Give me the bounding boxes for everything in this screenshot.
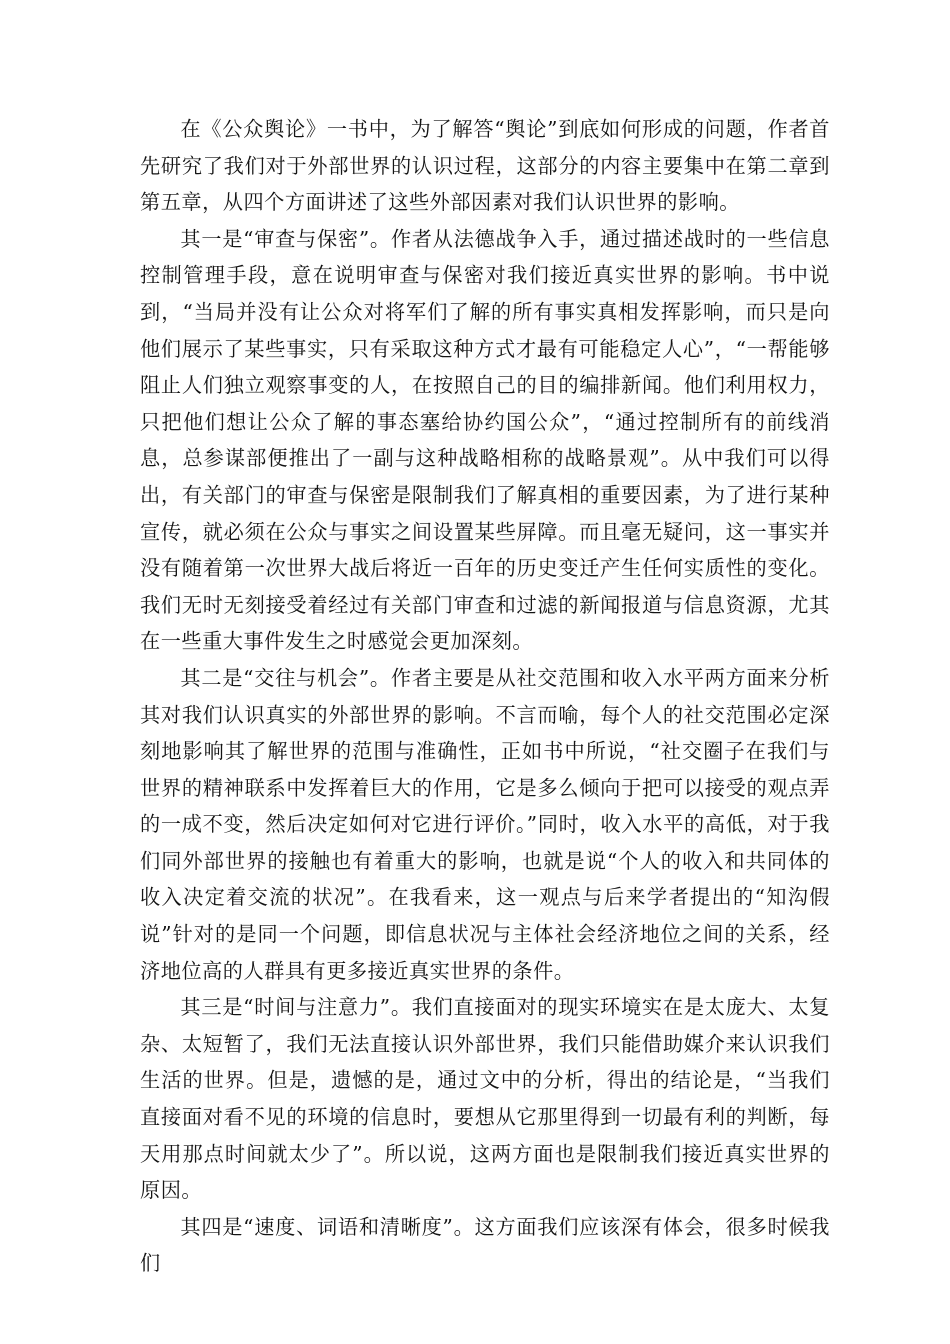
paragraph-censorship: 其一是“审查与保密”。作者从法德战争入手，通过描述战时的一些信息控制管理手段，意在说明审查与保密对我们接近真实世界的影响。书中说到，“当局并没有让公众对将军们了解的所有事实真相发挥影响，而只是向他们展示了某些事实，只有采取这种方式才最有可能稳定人心”，“一帮能够阻止人们独立观察事变的人，在按照自己的目的编排新闻。他们利用权力，只把他们想让公众了解的事态塞给协约国公众”，“通过控制所有的前线消息，总参谋部便推出了一副与这种战略相称的战略景观”。从中我们可以得出，有关部门的审查与保密是限制我们了解真相的重要因素，为了进行某种宣传，就必须在公众与事实之间设置某些屏障。而且毫无疑问，这一事实并没有随着第一次世界大战后将近一百年的历史变迁产生任何实质性的变化。我们无时无刻接受着经过有关部门审查和过滤的新闻报道与信息资源，尤其在一些重大事件发生之时感觉会更加深刻。 bbox=[140, 226, 830, 654]
document-body bbox=[140, 111, 830, 1282]
paragraph-time-attention: 其三是“时间与注意力”。我们直接面对的现实环境实在是太庞大、太复杂、太短暂了，我们无法直接认识外部世界，我们只能借助媒介来认识我们生活的世界。但是，遗憾的是，通过文中的分析，得出的结论是，“当我们直接面对看不见的环境的信息时，要想从它那里得到一切最有利的判断，每天用那点时间就太少了”。所以说，这两方面也是限制我们接近真实世界的原因。 bbox=[140, 995, 830, 1203]
paragraph-speed-words: 其四是“速度、词语和清晰度”。这方面我们应该深有体会，很多时候我们 bbox=[140, 1214, 830, 1276]
paragraph-contact: 其二是“交往与机会”。作者主要是从社交范围和收入水平两方面来分析其对我们认识真实的外部世界的影响。不言而喻，每个人的社交范围必定深刻地影响其了解世界的范围与准确性，正如书中所说，“社交圈子在我们与世界的精神联系中发挥着巨大的作用，它是多么倾向于把可以接受的观点弄的一成不变，然后决定如何对它进行评价。”同时，收入水平的高低，对于我们同外部世界的接触也有着重大的影响，也就是说“个人的收入和共同体的收入决定着交流的状况”。在我看来，这一观点与后来学者提出的“知沟假说”针对的是同一个问题，即信息状况与主体社会经济地位之间的关系，经济地位高的人群具有更多接近真实世界的条件。 bbox=[140, 665, 830, 983]
paragraph-intro: 在《公众舆论》一书中，为了解答“舆论”到底如何形成的问题，作者首先研究了我们对于外部世界的认识过程，这部分的内容主要集中在第二章到第五章，从四个方面讲述了这些外部因素对我们认识世界的影响。 bbox=[140, 117, 830, 215]
